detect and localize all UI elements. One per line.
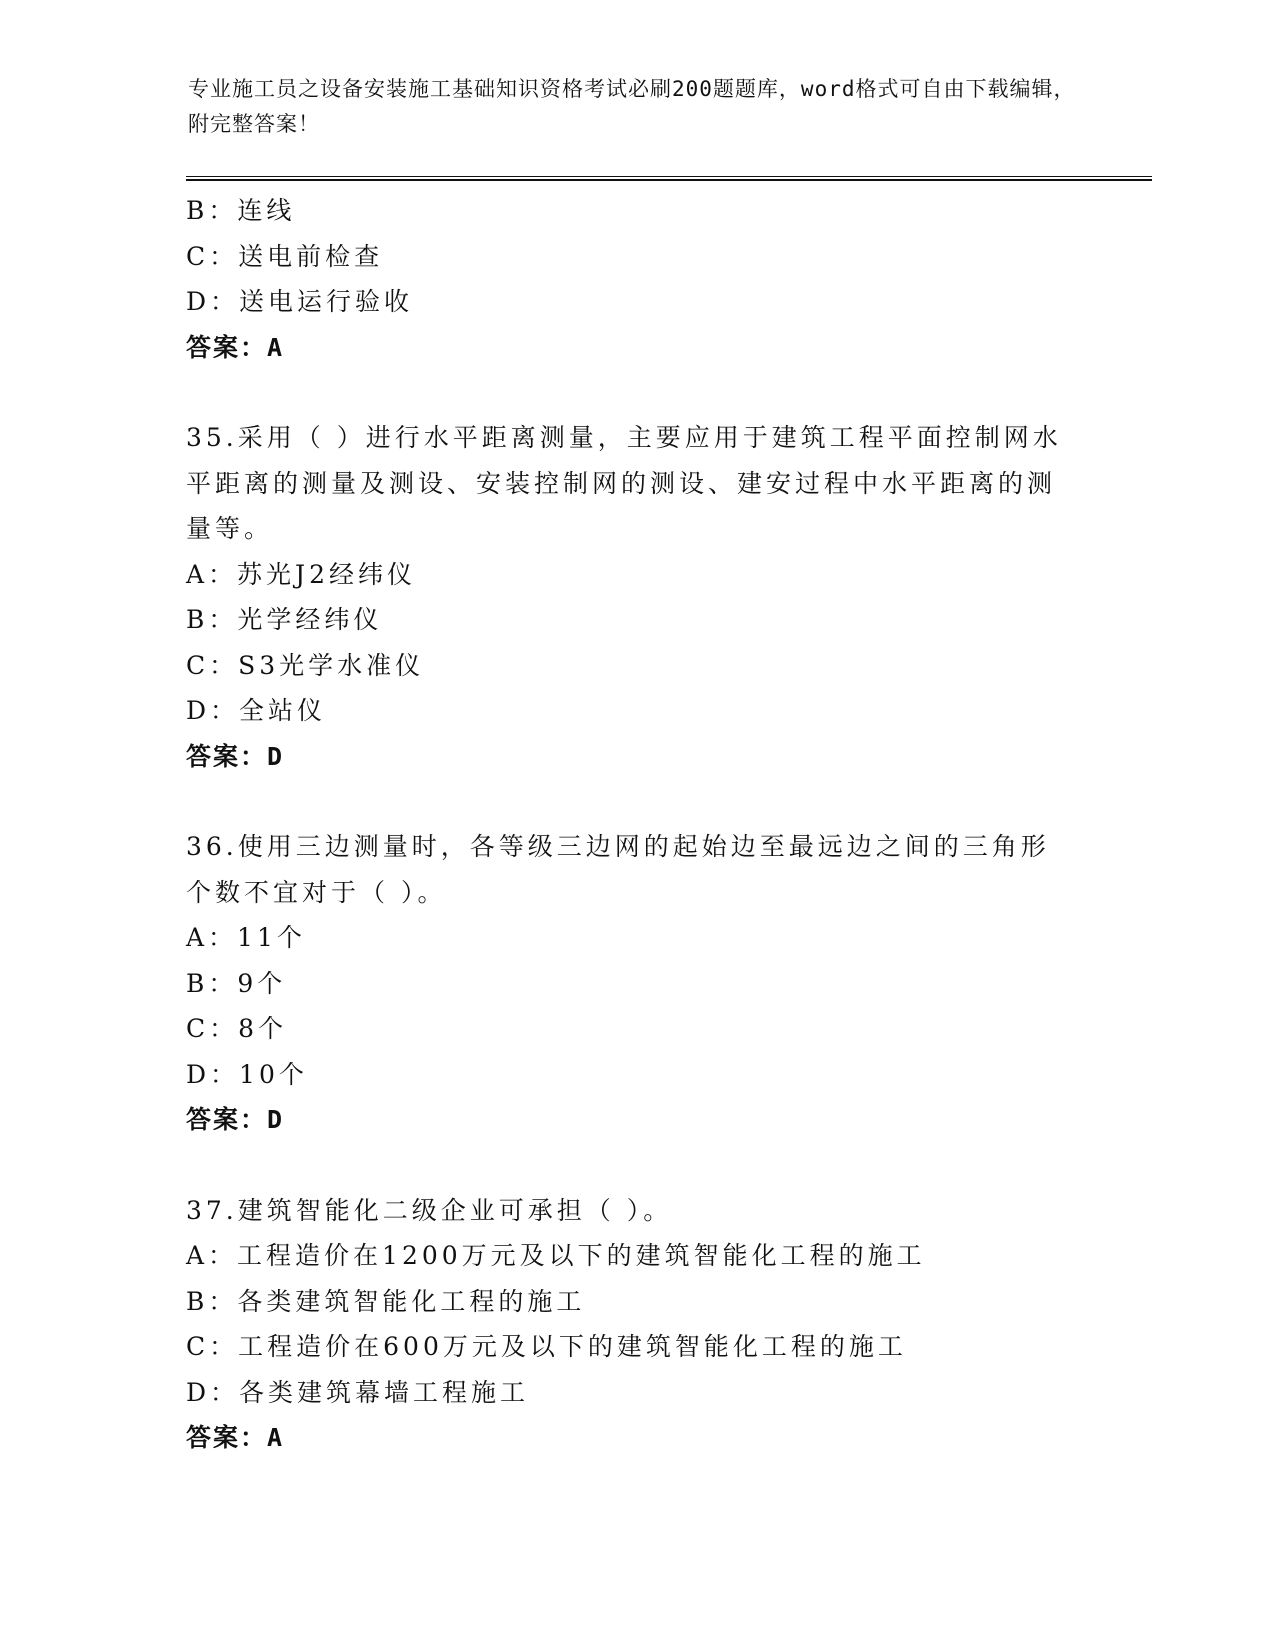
option-b: B：各类建筑智能化工程的施工 [186, 1286, 586, 1316]
option-a: A：苏光J2经纬仪 [186, 559, 416, 589]
question-stem: 35.采用（ ）进行水平距离测量，主要应用于建筑工程平面控制网水平距离的测量及测设、安装控制网的测设、建安过程中水平距离的测量等。 [186, 423, 1062, 543]
spacer [186, 779, 1086, 824]
answer-line: 答案：D [186, 741, 285, 771]
option-a: A：工程造价在1200万元及以下的建筑智能化工程的施工 [186, 1241, 926, 1270]
option-d: D：送电运行验收 [186, 287, 414, 316]
question-stem: 37.建筑智能化二级企业可承担（ ）。 [186, 1195, 673, 1225]
option-d: D：各类建筑幕墙工程施工 [186, 1377, 530, 1407]
question-list [186, 188, 1086, 1461]
question-36 [186, 824, 1086, 1143]
option-b: B：连线 [186, 196, 296, 225]
option-c: C：8个 [186, 1014, 288, 1043]
header-divider [186, 176, 1152, 181]
document-title: 专业施工员之设备安装施工基础知识资格考试必刷200题题库，word格式可自由下载编辑，附完整答案！ [188, 77, 1076, 136]
question-35 [186, 415, 1086, 779]
answer-line: 答案：A [186, 1423, 285, 1452]
option-d: D：10个 [186, 1059, 308, 1089]
option-c: C：S3光学水准仪 [186, 650, 425, 680]
question-stem: 36.使用三边测量时，各等级三边网的起始边至最远边之间的三角形个数不宜对于（ ）。 [186, 832, 1050, 907]
document-header [188, 72, 1088, 142]
question-37 [186, 1188, 1086, 1461]
spacer [186, 1143, 1086, 1188]
answer-line: 答案：D [186, 1105, 285, 1134]
option-d: D：全站仪 [186, 696, 327, 725]
option-c: C：送电前检查 [186, 241, 384, 271]
answer-line: 答案：A [186, 332, 285, 362]
option-b: B：光学经纬仪 [186, 605, 383, 634]
spacer [186, 370, 1086, 415]
continued-question [186, 188, 1086, 370]
option-c: C：工程造价在600万元及以下的建筑智能化工程的施工 [186, 1332, 907, 1361]
option-a: A：11个 [186, 923, 306, 952]
option-b: B：9个 [186, 968, 287, 998]
